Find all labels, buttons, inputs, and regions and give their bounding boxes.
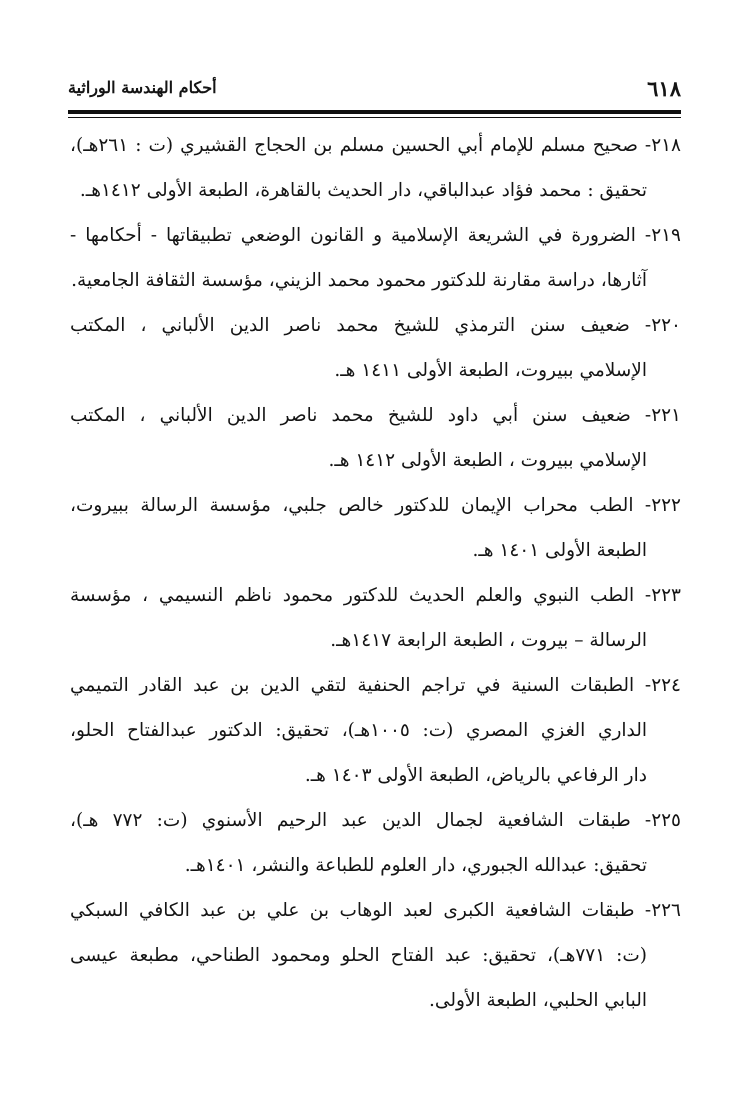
- entry-line: تحقيق : محمد فؤاد عبدالباقي، دار الحديث بالقاهرة، الطبعة الأولى ١٤١٢هـ.: [79, 180, 647, 201]
- bibliography-entry-218: [70, 123, 681, 213]
- bibliography-entry-224: [70, 663, 681, 798]
- header-rule-thick: [68, 110, 681, 114]
- bibliography-list: [70, 123, 681, 1023]
- bibliography-entry-222: [70, 483, 681, 573]
- bibliography-entry-220: [70, 303, 681, 393]
- bibliography-entry-219: [70, 213, 681, 303]
- bibliography-entry-223: [70, 573, 681, 663]
- entry-line: دار الرفاعي بالرياض، الطبعة الأولى ١٤٠٣ هـ.: [304, 765, 647, 786]
- running-title: أحكام الهندسة الوراثية: [68, 78, 217, 97]
- page-header: [68, 74, 681, 108]
- entry-line: الرسالة – بيروت ، الطبعة الرابعة ١٤١٧هـ.: [330, 630, 647, 651]
- entry-line: ٢٢٤- الطبقات السنية في تراجم الحنفية لتقي الدين بن عبد القادر التميمي: [70, 675, 681, 696]
- entry-line: الإسلامي ببيروت ، الطبعة الأولى ١٤١٢ هـ.: [328, 450, 647, 471]
- page-number: ٦١٨: [647, 76, 681, 101]
- entry-line: (ت: ٧٧١هـ)، تحقيق: عبد الفتاح الحلو ومحمود الطناحي، مطبعة عيسى: [70, 945, 647, 966]
- header-rule-thin: [68, 117, 681, 118]
- entry-line: ٢١٨- صحيح مسلم للإمام أبي الحسين مسلم بن الحجاج القشيري (ت : ٢٦١هـ)،: [70, 135, 681, 156]
- entry-line: الطبعة الأولى ١٤٠١ هـ.: [472, 540, 647, 561]
- entry-line: الإسلامي ببيروت، الطبعة الأولى ١٤١١ هـ.: [334, 360, 647, 381]
- bibliography-entry-225: [70, 798, 681, 888]
- entry-line: ٢١٩- الضرورة في الشريعة الإسلامية و القانون الوضعي تطبيقاتها - أحكامها -: [70, 225, 681, 246]
- entry-line: ٢٢١- ضعيف سنن أبي داود للشيخ محمد ناصر الدين الألباني ، المكتب: [70, 405, 681, 426]
- bibliography-entry-221: [70, 393, 681, 483]
- entry-line: البابي الحلبي، الطبعة الأولى.: [429, 990, 647, 1011]
- entry-line: ٢٢٠- ضعيف سنن الترمذي للشيخ محمد ناصر الدين الألباني ، المكتب: [70, 315, 681, 336]
- entry-line: آثارها، دراسة مقارنة للدكتور محمود محمد الزيني، مؤسسة الثقافة الجامعية.: [71, 270, 647, 291]
- entry-line: الداري الغزي المصري (ت: ١٠٠٥هـ)، تحقيق: الدكتور عبدالفتاح الحلو،: [70, 720, 647, 741]
- entry-line: ٢٢٣- الطب النبوي والعلم الحديث للدكتور محمود ناظم النسيمي ، مؤسسة: [70, 585, 681, 606]
- entry-line: ٢٢٦- طبقات الشافعية الكبرى لعبد الوهاب بن علي بن عبد الكافي السبكي: [70, 900, 681, 921]
- entry-line: ٢٢٢- الطب محراب الإيمان للدكتور خالص جلبي، مؤسسة الرسالة ببيروت،: [70, 495, 681, 516]
- entry-line: تحقيق: عبدالله الجبوري، دار العلوم للطباعة والنشر، ١٤٠١هـ.: [184, 855, 647, 876]
- entry-line: ٢٢٥- طبقات الشافعية لجمال الدين عبد الرحيم الأسنوي (ت: ٧٧٢ هـ)،: [70, 810, 681, 831]
- bibliography-entry-226: [70, 888, 681, 1023]
